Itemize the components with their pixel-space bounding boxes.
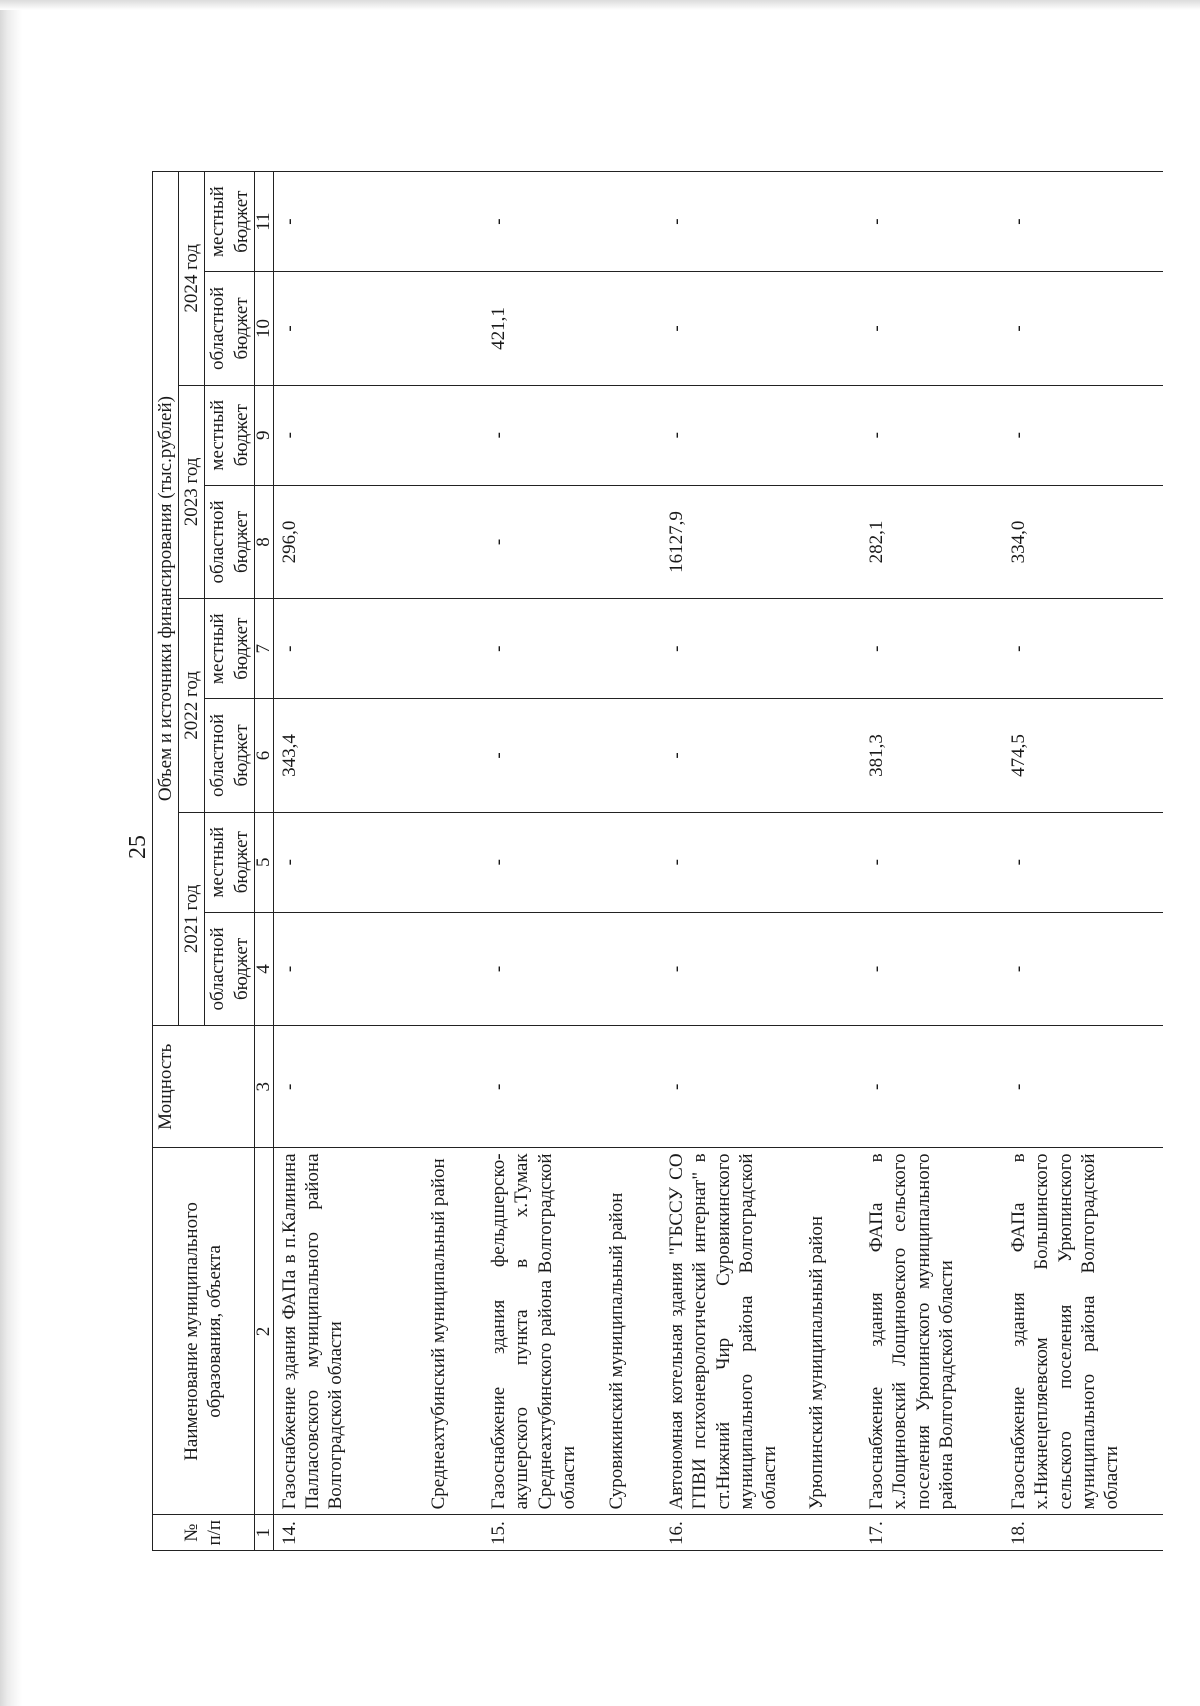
funding-cell: - bbox=[483, 912, 601, 1025]
funding-cell: - bbox=[661, 599, 801, 699]
capacity-cell: - bbox=[273, 1026, 423, 1148]
district-row bbox=[801, 172, 861, 1551]
header-regional-budget: областной бюджет bbox=[205, 912, 254, 1025]
column-number: 11 bbox=[254, 172, 273, 272]
row-number bbox=[801, 1515, 861, 1551]
table-row bbox=[1003, 172, 1163, 1551]
header-local-budget: местный бюджет bbox=[205, 172, 254, 272]
empty-cell bbox=[601, 699, 661, 812]
funding-cell: - bbox=[661, 812, 801, 912]
table-row bbox=[483, 172, 601, 1551]
empty-cell bbox=[801, 599, 861, 699]
funding-cell: - bbox=[1003, 812, 1163, 912]
funding-cell: - bbox=[861, 385, 1003, 485]
funding-cell: 334,0 bbox=[1003, 485, 1163, 598]
column-number: 5 bbox=[254, 812, 273, 912]
row-number: 16. bbox=[661, 1515, 801, 1551]
funding-cell: - bbox=[661, 385, 801, 485]
funding-cell: - bbox=[273, 172, 423, 272]
empty-cell bbox=[601, 599, 661, 699]
header-number: № п/п bbox=[153, 1515, 255, 1551]
column-number-row bbox=[254, 172, 273, 1551]
header-regional-budget: областной бюджет bbox=[205, 485, 254, 598]
page-number: 25 bbox=[125, 835, 151, 859]
funding-cell: 343,4 bbox=[273, 699, 423, 812]
object-name: Газоснабжение здания ФАПа в х.Нижнецепляевском Большинского сельского поселения Урюпинского муниципального района Волгоградской области bbox=[1003, 1148, 1163, 1515]
funding-cell: - bbox=[483, 699, 601, 812]
table-body bbox=[273, 172, 1163, 1551]
funding-cell: - bbox=[273, 812, 423, 912]
funding-cell: - bbox=[483, 172, 601, 272]
funding-cell: - bbox=[861, 812, 1003, 912]
column-number: 9 bbox=[254, 385, 273, 485]
empty-cell bbox=[423, 172, 483, 272]
funding-cell: - bbox=[1003, 385, 1163, 485]
row-number: 18. bbox=[1003, 1515, 1163, 1551]
funding-cell: - bbox=[861, 172, 1003, 272]
funding-table bbox=[152, 171, 1163, 1551]
row-number bbox=[601, 1515, 661, 1551]
funding-cell: - bbox=[273, 912, 423, 1025]
district-name: Урюпинский муниципальный район bbox=[801, 1148, 861, 1515]
column-number: 10 bbox=[254, 272, 273, 385]
table-header bbox=[153, 172, 274, 1551]
funding-cell: - bbox=[1003, 272, 1163, 385]
empty-cell bbox=[423, 912, 483, 1025]
funding-cell: - bbox=[661, 272, 801, 385]
capacity-cell: - bbox=[483, 1026, 601, 1148]
empty-cell bbox=[601, 812, 661, 912]
funding-cell: 421,1 bbox=[483, 272, 601, 385]
funding-cell: 282,1 bbox=[861, 485, 1003, 598]
funding-cell: 296,0 bbox=[273, 485, 423, 598]
district-row bbox=[601, 172, 661, 1551]
empty-cell bbox=[423, 272, 483, 385]
column-number: 4 bbox=[254, 912, 273, 1025]
district-row bbox=[423, 172, 483, 1551]
object-name: Газоснабжение здания ФАПа в п.Калинина Палласовского муниципального района Волгоградской области bbox=[273, 1148, 423, 1515]
empty-cell bbox=[601, 385, 661, 485]
object-name: Автономная котельная здания "ГБССУ СО ГПВИ психоневрологический интернат" в ст.Нижний Чир Суровикинского муниципального района Волгоградской области bbox=[661, 1148, 801, 1515]
row-number: 15. bbox=[483, 1515, 601, 1551]
header-local-budget: местный бюджет bbox=[205, 812, 254, 912]
funding-cell: - bbox=[661, 912, 801, 1025]
funding-cell: - bbox=[1003, 172, 1163, 272]
funding-cell: - bbox=[1003, 912, 1163, 1025]
funding-cell: - bbox=[1003, 599, 1163, 699]
funding-cell: - bbox=[483, 599, 601, 699]
capacity-cell: - bbox=[661, 1026, 801, 1148]
empty-cell bbox=[801, 272, 861, 385]
funding-cell: - bbox=[861, 912, 1003, 1025]
object-name: Газоснабжение здания ФАПа в х.Лощиновский Лощиновского сельского поселения Урюпинского муниципального района Волгоградской области bbox=[861, 1148, 1003, 1515]
table-row bbox=[661, 172, 801, 1551]
capacity-cell: - bbox=[861, 1026, 1003, 1148]
district-name: Суровикинский муниципальный район bbox=[601, 1148, 661, 1515]
header-year-2021: 2021 год bbox=[179, 812, 205, 1026]
header-year-2022: 2022 год bbox=[179, 599, 205, 813]
header-regional-budget: областной бюджет bbox=[205, 699, 254, 812]
header-name: Наименование муниципального образования, объекта bbox=[153, 1148, 255, 1515]
district-name: Среднеахтубинский муниципальный район bbox=[423, 1148, 483, 1515]
object-name: Газоснабжение здания фельдшерско-акушерского пункта в х.Тумак Среднеахтубинского района Волгоградской области bbox=[483, 1148, 601, 1515]
column-number: 8 bbox=[254, 485, 273, 598]
header-funding: Объем и источники финансирования (тыс.рублей) bbox=[153, 172, 179, 1026]
empty-cell bbox=[801, 172, 861, 272]
funding-cell: 474,5 bbox=[1003, 699, 1163, 812]
empty-cell bbox=[423, 599, 483, 699]
empty-cell bbox=[801, 385, 861, 485]
funding-cell: - bbox=[861, 599, 1003, 699]
row-number: 17. bbox=[861, 1515, 1003, 1551]
header-capacity: Мощность bbox=[153, 1026, 255, 1148]
funding-cell: - bbox=[661, 699, 801, 812]
empty-cell bbox=[601, 172, 661, 272]
empty-cell bbox=[423, 812, 483, 912]
column-number: 3 bbox=[254, 1026, 273, 1148]
column-number: 7 bbox=[254, 599, 273, 699]
header-year-2023: 2023 год bbox=[179, 385, 205, 599]
funding-cell: 16127,9 bbox=[661, 485, 801, 598]
funding-cell: - bbox=[483, 485, 601, 598]
empty-cell bbox=[601, 912, 661, 1025]
table-row bbox=[861, 172, 1003, 1551]
funding-cell: 381,3 bbox=[861, 699, 1003, 812]
header-regional-budget: областной бюджет bbox=[205, 272, 254, 385]
header-local-budget: местный бюджет bbox=[205, 385, 254, 485]
column-number: 6 bbox=[254, 699, 273, 812]
empty-cell bbox=[423, 699, 483, 812]
funding-cell: - bbox=[273, 272, 423, 385]
empty-cell bbox=[423, 385, 483, 485]
empty-cell bbox=[801, 812, 861, 912]
row-number: 14. bbox=[273, 1515, 423, 1551]
empty-cell bbox=[601, 1026, 661, 1148]
funding-cell: - bbox=[273, 599, 423, 699]
empty-cell bbox=[801, 1026, 861, 1148]
funding-cell: - bbox=[483, 385, 601, 485]
funding-cell: - bbox=[273, 385, 423, 485]
table-row bbox=[273, 172, 423, 1551]
empty-cell bbox=[601, 485, 661, 598]
empty-cell bbox=[801, 485, 861, 598]
header-local-budget: местный бюджет bbox=[205, 599, 254, 699]
column-number: 1 bbox=[254, 1515, 273, 1551]
funding-cell: - bbox=[661, 172, 801, 272]
header-year-2024: 2024 год bbox=[179, 172, 205, 386]
column-number: 2 bbox=[254, 1148, 273, 1515]
empty-cell bbox=[601, 272, 661, 385]
empty-cell bbox=[423, 485, 483, 598]
empty-cell bbox=[801, 912, 861, 1025]
empty-cell bbox=[801, 699, 861, 812]
capacity-cell: - bbox=[1003, 1026, 1163, 1148]
funding-cell: - bbox=[861, 272, 1003, 385]
empty-cell bbox=[423, 1026, 483, 1148]
row-number bbox=[423, 1515, 483, 1551]
funding-cell: - bbox=[483, 812, 601, 912]
